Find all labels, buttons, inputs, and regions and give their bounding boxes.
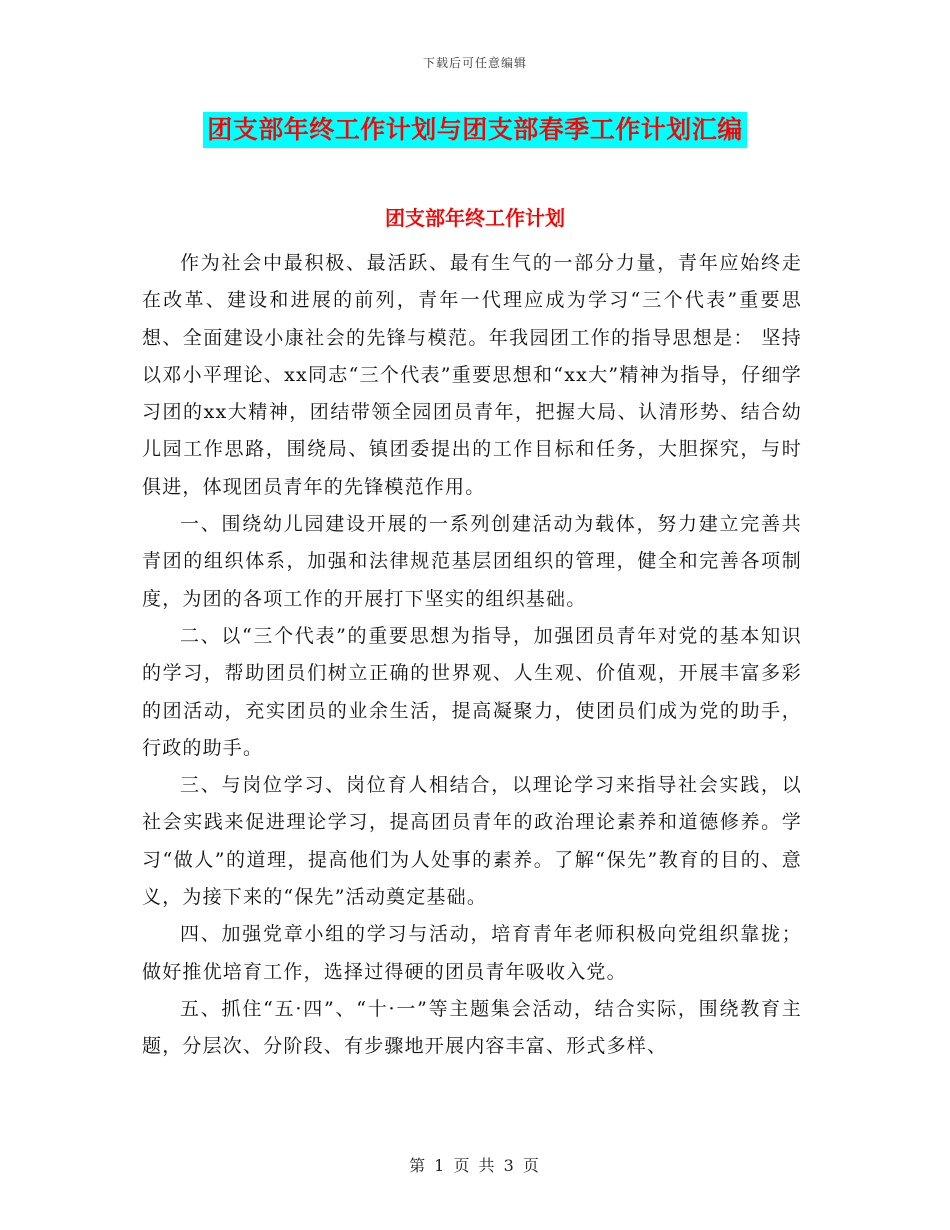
paragraph-item-1: 一、围绕幼儿园建设开展的一系列创建活动为载体，努力建立完善共青团的组织体系，加强和法律规范基层团组织的管理，健全和完善各项制度，为团的各项工作的开展打下坚实的组织基础。 bbox=[142, 513, 802, 610]
page-number: 第 1 页 共 3 页 bbox=[409, 1156, 541, 1175]
paragraph-item-3: 三、与岗位学习、岗位育人相结合，以理论学习来指导社会实践，以社会实践来促进理论学习，提高团员青年的政治理论素养和道德修养。学习“做人”的道理，提高他们为人处事的素养。了解“保先”教育的目的、意义，为接下来的“保先”活动奠定基础。 bbox=[142, 774, 802, 909]
document-body bbox=[142, 245, 802, 1066]
paragraph-item-5: 五、抓住“五·四”、“十·一”等主题集会活动，结合实际，围绕教育主题，分层次、分阶段、有步骤地开展内容丰富、形式多样、 bbox=[142, 997, 802, 1058]
document-title bbox=[0, 112, 950, 148]
page-header-note: 下载后可任意编辑 bbox=[422, 56, 527, 70]
document-title-text: 团支部年终工作计划与团支部春季工作计划汇编 bbox=[203, 112, 747, 148]
paragraph-item-4: 四、加强党章小组的学习与活动，培育青年老师积极向党组织靠拢；做好推优培育工作，选择过得硬的团员青年吸收入党。 bbox=[142, 923, 802, 983]
paragraph-intro: 作为社会中最积极、最活跃、最有生气的一部分力量，青年应始终走在改革、建设和进展的前列，青年一代理应成为学习“三个代表”重要思想、全面建设小康社会的先锋与模范。年我园团工作的指导思想是： 坚持以邓小平理论、xx同志“三个代表”重要思想和“xx大”精神为指导，仔细学习团的xx大精神，团结带领全园团员青年，把握大局、认清形势、结合幼儿园工作思路，围绕局、镇团委提出的工作目标和任务，大胆探究，与时俱进，体现团员青年的先锋模范作用。 bbox=[142, 252, 802, 498]
paragraph-item-2: 二、以“三个代表”的重要思想为指导，加强团员青年对党的基本知识的学习，帮助团员们树立正确的世界观、人生观、价值观，开展丰富多彩的团活动，充实团员的业余生活，提高凝聚力，使团员们成为党的助手，行政的助手。 bbox=[142, 624, 802, 759]
section-title: 团支部年终工作计划 bbox=[385, 206, 565, 230]
